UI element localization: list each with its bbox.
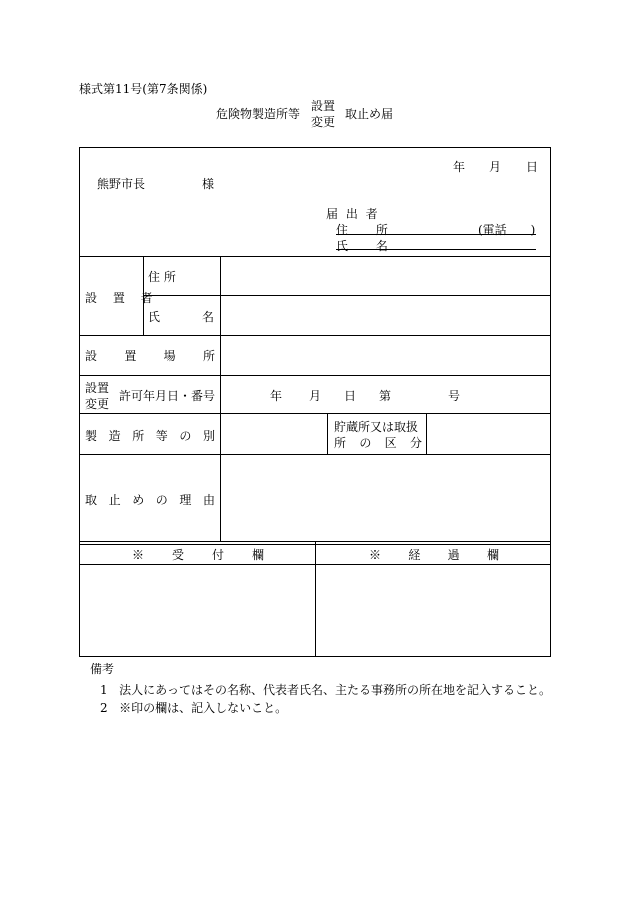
permit-month: 月	[309, 389, 322, 403]
rule	[143, 295, 550, 296]
permit-date-number-label: 許可年月日・番号	[119, 389, 216, 403]
note-2: 2 ※印の欄は、記入しないこと。	[100, 701, 288, 715]
title-option-change: 変更	[311, 115, 336, 129]
installer-address-label: 住 所	[148, 270, 176, 284]
storage-category-label-2: 所 の 区 分	[334, 436, 422, 450]
form-number: 様式第11号(第7条関係)	[79, 82, 208, 96]
form-table	[79, 147, 551, 657]
addressee: 熊野市長	[97, 177, 146, 191]
date-day: 日	[526, 160, 539, 174]
notifier-address-label: 住 所	[336, 223, 400, 237]
permit-install-label: 設置	[85, 381, 110, 395]
date-year: 年	[453, 160, 466, 174]
note-1: 1 法人にあってはその名称、代表者氏名、主たる事務所の所在地を記入すること。	[100, 683, 551, 697]
installation-place-label: 設 置 場 所	[85, 349, 215, 363]
title-suffix: 取止め届	[345, 107, 394, 121]
progress-column-header: ※ 経 過 欄	[369, 548, 499, 562]
permit-number-prefix: 第	[379, 389, 392, 403]
rule	[327, 413, 328, 454]
rule	[426, 413, 427, 454]
name-underline	[336, 249, 536, 250]
notifier-phone-label: (電話 )	[478, 223, 536, 237]
title-option-install: 設置	[311, 99, 336, 113]
rule	[315, 541, 316, 656]
notifier-label: 届 出 者	[326, 207, 380, 221]
facility-type-label: 製 造 所 等 の 別	[85, 429, 215, 443]
reception-column-header: ※ 受 付 欄	[132, 548, 264, 562]
rule	[220, 256, 221, 541]
form-title: 危険物製造所等	[216, 107, 301, 121]
address-underline	[336, 234, 536, 235]
rule	[80, 375, 550, 376]
installer-name-label: 氏 名	[148, 310, 214, 324]
installer-label: 設 置 者	[85, 291, 159, 305]
storage-category-label-1: 貯蔵所又は取扱	[334, 420, 419, 434]
discontinuation-reason-label: 取 止 め の 理 由	[85, 493, 215, 507]
notifier-name-label: 氏 名	[336, 239, 400, 253]
rule	[80, 454, 550, 455]
date-month: 月	[489, 160, 502, 174]
rule	[80, 335, 550, 336]
rule	[80, 256, 550, 257]
rule	[80, 413, 550, 414]
permit-day: 日	[344, 389, 357, 403]
permit-change-label: 変更	[85, 397, 110, 411]
honorific: 様	[202, 177, 215, 191]
permit-number-suffix: 号	[448, 389, 461, 403]
permit-year: 年	[270, 389, 283, 403]
notes-title: 備考	[90, 662, 115, 676]
